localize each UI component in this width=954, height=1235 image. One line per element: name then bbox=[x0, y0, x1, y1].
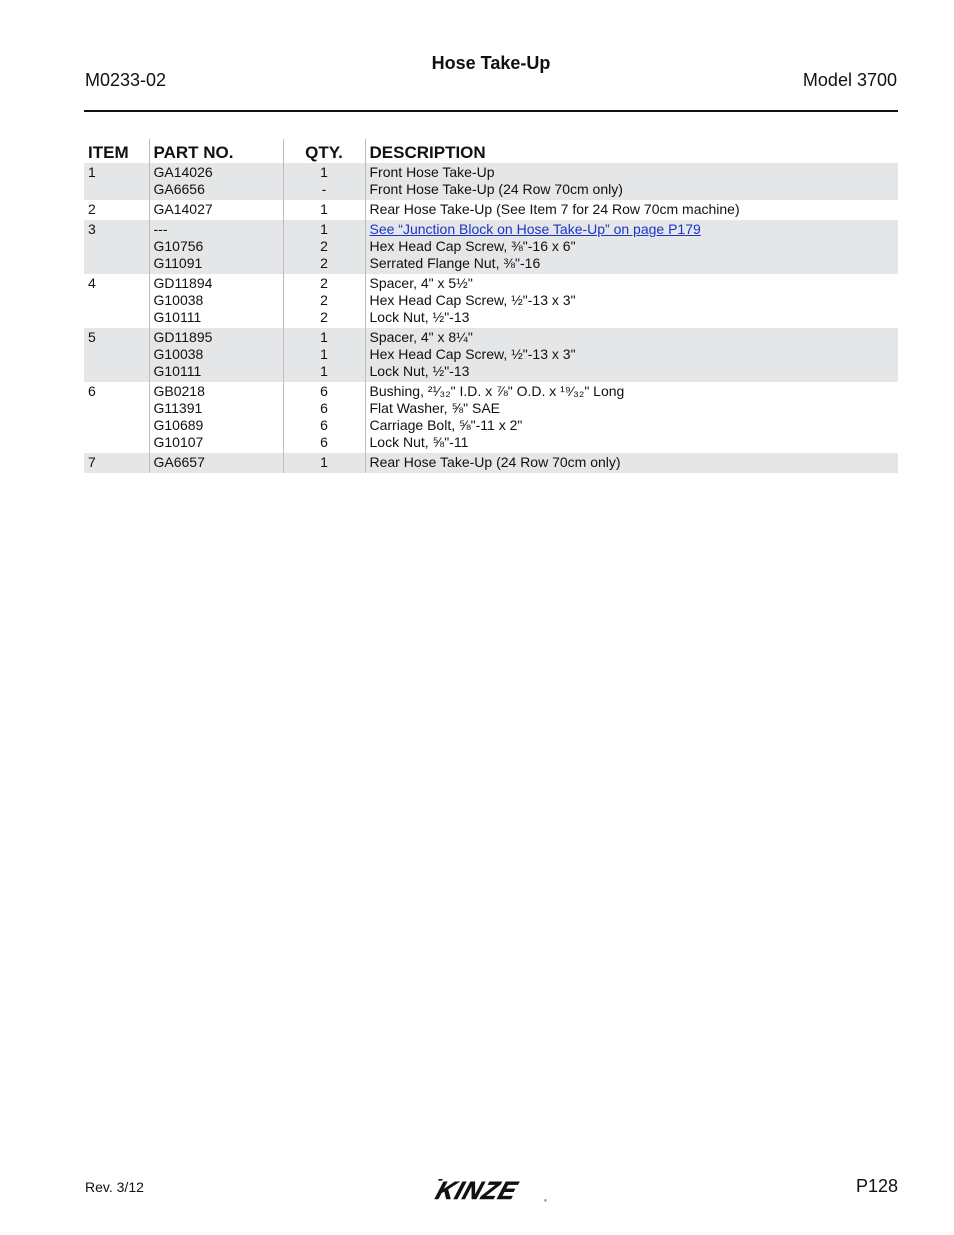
description: Hex Head Cap Screw, ½"-13 x 3" bbox=[369, 292, 576, 308]
description: Spacer, 4" x 5½" bbox=[369, 275, 473, 291]
document-number: M0233-02 bbox=[85, 70, 167, 90]
quantity: 1 bbox=[320, 201, 328, 217]
quantity-cell bbox=[283, 163, 365, 200]
item-number: 4 bbox=[88, 275, 96, 291]
description-cell bbox=[365, 274, 898, 328]
table-header-row bbox=[84, 139, 898, 163]
quantity: 6 bbox=[320, 383, 328, 399]
page-number: P128 bbox=[855, 1176, 898, 1196]
column-header-item: ITEM bbox=[88, 143, 129, 162]
part-number: G10107 bbox=[153, 434, 204, 450]
item-number: 6 bbox=[88, 383, 96, 399]
description: Hex Head Cap Screw, ⅜"-16 x 6" bbox=[369, 238, 576, 254]
table-row bbox=[84, 163, 898, 200]
description: Lock Nut, ½"-13 bbox=[369, 363, 470, 379]
header-divider bbox=[84, 110, 898, 112]
quantity: 1 bbox=[320, 346, 328, 362]
parts-table bbox=[84, 139, 898, 473]
part-number: G10038 bbox=[153, 346, 204, 362]
part-number: G10038 bbox=[153, 292, 204, 308]
part-number: G10756 bbox=[153, 238, 204, 254]
table-row bbox=[84, 328, 898, 382]
part-number-cell bbox=[149, 453, 283, 473]
quantity: 1 bbox=[320, 329, 328, 345]
part-number: GD11894 bbox=[153, 275, 213, 291]
table-row bbox=[84, 200, 898, 220]
part-number: G11391 bbox=[153, 400, 203, 416]
quantity: 1 bbox=[320, 221, 328, 237]
quantity: 6 bbox=[320, 417, 328, 433]
page-title: Hose Take-Up bbox=[431, 53, 551, 73]
quantity: 6 bbox=[320, 400, 328, 416]
part-number: G11091 bbox=[153, 255, 203, 271]
description-cell bbox=[365, 200, 898, 220]
quantity: 1 bbox=[320, 363, 328, 379]
description: Serrated Flange Nut, ⅜"-16 bbox=[369, 255, 541, 271]
cross-reference-link[interactable]: See “Junction Block on Hose Take-Up” on page P179 bbox=[369, 221, 701, 237]
description: Lock Nut, ⅝"-11 bbox=[369, 434, 469, 450]
description: Front Hose Take-Up (24 Row 70cm only) bbox=[369, 181, 623, 197]
column-header-part-no: PART NO. bbox=[149, 139, 283, 163]
quantity-cell bbox=[283, 382, 365, 453]
item-number: 5 bbox=[84, 328, 149, 382]
svg-text:®: ® bbox=[544, 1198, 547, 1203]
part-number: G10111 bbox=[153, 363, 202, 379]
quantity-cell bbox=[283, 220, 365, 274]
description-cell bbox=[365, 220, 898, 274]
part-number-cell bbox=[149, 220, 283, 274]
description: Front Hose Take-Up bbox=[369, 164, 495, 180]
quantity: 1 bbox=[320, 164, 328, 180]
table-row bbox=[84, 453, 898, 473]
description-cell bbox=[365, 328, 898, 382]
model-label: Model 3700 bbox=[802, 70, 897, 90]
item-number: 7 bbox=[84, 453, 149, 473]
part-number: G10689 bbox=[153, 417, 204, 433]
description: Carriage Bolt, ⅝"-11 x 2" bbox=[369, 417, 523, 433]
description: Rear Hose Take-Up (24 Row 70cm only) bbox=[369, 454, 621, 470]
parts-table-body bbox=[84, 163, 898, 473]
quantity: 2 bbox=[320, 238, 328, 254]
part-number: GD11895 bbox=[153, 329, 213, 345]
description: Spacer, 4" x 8¼" bbox=[369, 329, 473, 345]
part-number: GA6656 bbox=[153, 181, 205, 197]
description: Flat Washer, ⅝" SAE bbox=[369, 400, 500, 416]
quantity-cell bbox=[283, 200, 365, 220]
part-number-cell bbox=[149, 274, 283, 328]
description-cell bbox=[365, 453, 898, 473]
quantity: 6 bbox=[320, 434, 328, 450]
svg-text:KINZE: KINZE bbox=[432, 1177, 522, 1205]
part-number-cell bbox=[149, 200, 283, 220]
revision-label: Rev. 3/12 bbox=[85, 1179, 144, 1195]
part-number-cell bbox=[149, 328, 283, 382]
description: Lock Nut, ½"-13 bbox=[369, 309, 470, 325]
quantity-cell bbox=[283, 453, 365, 473]
description: Hex Head Cap Screw, ½"-13 x 3" bbox=[369, 346, 576, 362]
part-number-cell bbox=[149, 382, 283, 453]
quantity-cell bbox=[283, 328, 365, 382]
part-number: --- bbox=[153, 221, 168, 237]
description: Bushing, ²¹⁄₃₂" I.D. x ⅞" O.D. x ¹⁹⁄₃₂" Long bbox=[369, 383, 625, 399]
table-row bbox=[84, 274, 898, 328]
quantity: 2 bbox=[320, 275, 328, 291]
quantity: 2 bbox=[320, 309, 328, 325]
quantity: 1 bbox=[320, 454, 328, 470]
description-cell bbox=[365, 382, 898, 453]
quantity-cell bbox=[283, 274, 365, 328]
item-number: 2 bbox=[88, 201, 96, 217]
kinze-logo bbox=[430, 1175, 552, 1205]
table-row bbox=[84, 220, 898, 274]
description-cell bbox=[365, 163, 898, 200]
quantity: 2 bbox=[320, 255, 328, 271]
item-number: 3 bbox=[84, 220, 149, 274]
part-number: GA6657 bbox=[153, 454, 205, 470]
part-number: G10111 bbox=[153, 309, 202, 325]
part-number: GA14027 bbox=[153, 201, 213, 217]
part-number: GB0218 bbox=[153, 383, 205, 399]
description: Rear Hose Take-Up (See Item 7 for 24 Row 70cm machine) bbox=[369, 201, 740, 217]
column-header-qty: QTY. bbox=[283, 139, 365, 163]
part-number: GA14026 bbox=[153, 164, 213, 180]
quantity: 2 bbox=[320, 292, 328, 308]
part-number-cell bbox=[149, 163, 283, 200]
column-header-description: DESCRIPTION bbox=[365, 139, 898, 163]
quantity: - bbox=[321, 181, 327, 197]
item-number: 1 bbox=[84, 163, 149, 200]
table-row bbox=[84, 382, 898, 453]
